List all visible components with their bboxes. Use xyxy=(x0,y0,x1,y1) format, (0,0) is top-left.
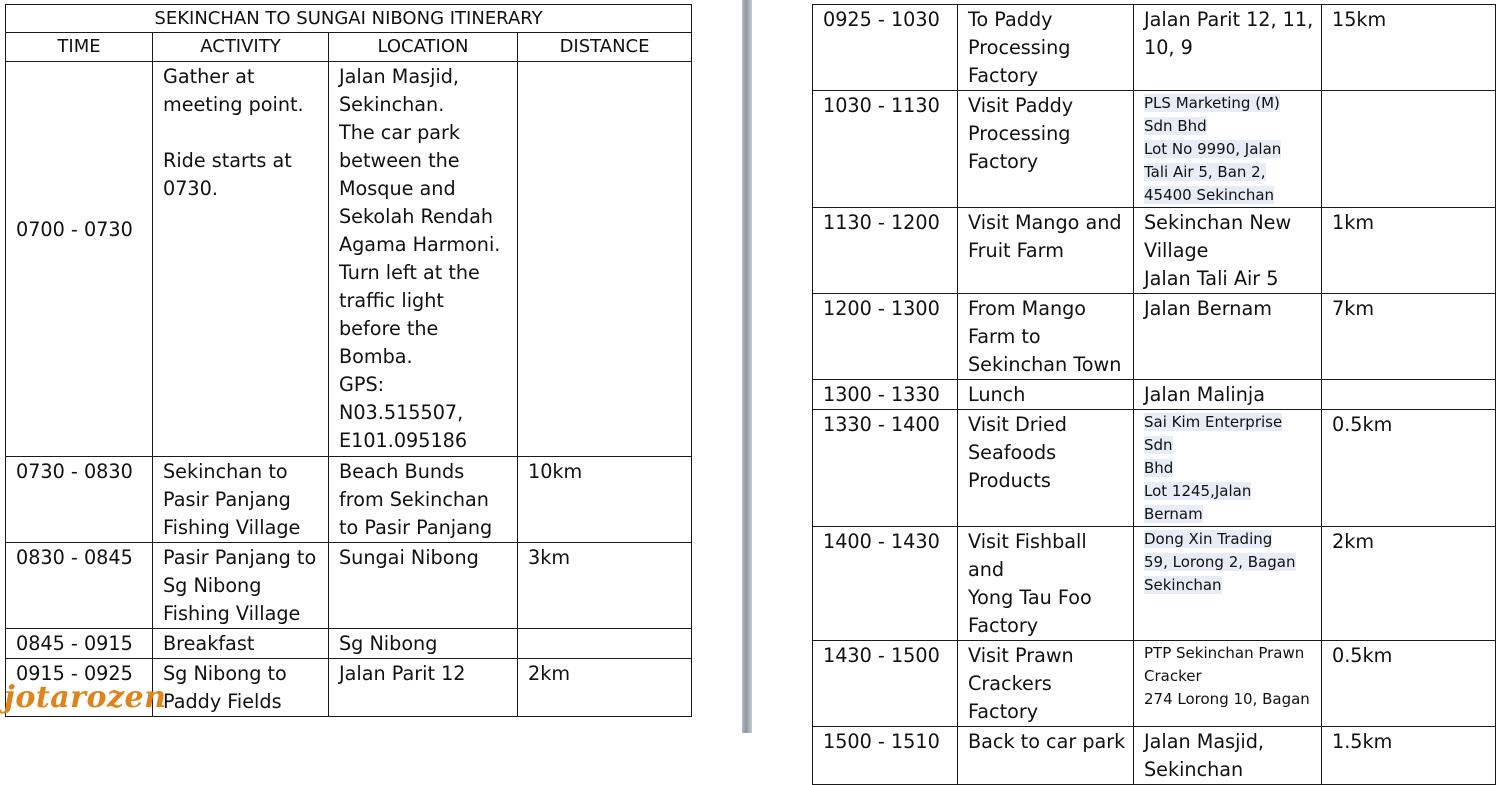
location-cell: Beach Bunds from Sekinchan to Pasir Panjang xyxy=(329,457,518,543)
activity-cell: Back to car park xyxy=(958,727,1134,785)
page-divider xyxy=(742,0,752,733)
activity-cell: Visit Mango and Fruit Farm xyxy=(958,208,1134,294)
distance-cell: 10km xyxy=(518,457,692,543)
table-row xyxy=(813,294,1496,380)
time-cell: 1500 - 1510 xyxy=(813,727,958,785)
location-cell xyxy=(1134,410,1322,527)
activity-cell: To Paddy Processing Factory xyxy=(958,5,1134,91)
location-cell: Sg Nibong xyxy=(329,629,518,659)
table-row xyxy=(813,410,1496,527)
activity-cell: Sg Nibong to Paddy Fields xyxy=(153,659,329,717)
table-row xyxy=(813,5,1496,91)
table-row xyxy=(813,727,1496,785)
time-cell: 0915 - 0925 xyxy=(6,659,153,717)
distance-cell: 7km xyxy=(1322,294,1496,380)
time-cell: 1130 - 1200 xyxy=(813,208,958,294)
time-cell: 1200 - 1300 xyxy=(813,294,958,380)
activity-cell: Visit Prawn Crackers Factory xyxy=(958,641,1134,727)
column-header-distance: DISTANCE xyxy=(518,33,692,62)
distance-cell: 2km xyxy=(518,659,692,717)
time-cell: 1430 - 1500 xyxy=(813,641,958,727)
distance-cell xyxy=(518,629,692,659)
location-cell: Jalan Masjid, Sekinchan. The car park between the Mosque and Sekolah Rendah Agama Harmoni. Turn left at the traffic light before the Bomba. GPS: N03.515507, E101.095186 xyxy=(329,62,518,457)
column-header-location: LOCATION xyxy=(329,33,518,62)
table-row xyxy=(6,629,692,659)
location-cell: Jalan Masjid, Sekinchan xyxy=(1134,727,1322,785)
location-cell: Jalan Parit 12 xyxy=(329,659,518,717)
time-cell: 0730 - 0830 xyxy=(6,457,153,543)
location-cell xyxy=(1134,527,1322,641)
itinerary-table-left xyxy=(5,4,692,717)
distance-cell: 15km xyxy=(1322,5,1496,91)
distance-cell: 0.5km xyxy=(1322,641,1496,727)
location-text: Sai Kim Enterprise Sdn Bhd Lot 1245,Jalan Bernam xyxy=(1144,413,1283,523)
table-row xyxy=(813,91,1496,208)
time-cell: 0925 - 1030 xyxy=(813,5,958,91)
activity-cell: Visit Dried Seafoods Products xyxy=(958,410,1134,527)
distance-cell: 1km xyxy=(1322,208,1496,294)
location-cell: Sekinchan New Village Jalan Tali Air 5 xyxy=(1134,208,1322,294)
location-text: PLS Marketing (M) Sdn Bhd Lot No 9990, Jalan Tali Air 5, Ban 2, 45400 Sekinchan xyxy=(1144,94,1282,204)
distance-cell xyxy=(1322,91,1496,208)
time-cell: 1300 - 1330 xyxy=(813,380,958,410)
distance-cell: 0.5km xyxy=(1322,410,1496,527)
watermark: jotarozen xyxy=(4,680,167,715)
activity-cell: Lunch xyxy=(958,380,1134,410)
location-cell: Sungai Nibong xyxy=(329,543,518,629)
column-header-time: TIME xyxy=(6,33,153,62)
itinerary-title: SEKINCHAN TO SUNGAI NIBONG ITINERARY xyxy=(6,5,692,33)
location-cell: Jalan Parit 12, 11, 10, 9 xyxy=(1134,5,1322,91)
activity-cell: Gather at meeting point. Ride starts at 0730. xyxy=(153,62,329,457)
time-cell: 0830 - 0845 xyxy=(6,543,153,629)
activity-cell: From Mango Farm to Sekinchan Town xyxy=(958,294,1134,380)
location-cell: Jalan Bernam xyxy=(1134,294,1322,380)
time-cell: 0700 - 0730 xyxy=(6,62,153,457)
distance-cell: 3km xyxy=(518,543,692,629)
table-row xyxy=(813,527,1496,641)
table-row xyxy=(813,380,1496,410)
location-cell xyxy=(1134,91,1322,208)
activity-cell: Visit Paddy Processing Factory xyxy=(958,91,1134,208)
location-text: Dong Xin Trading 59, Lorong 2, Bagan Sekinchan xyxy=(1144,530,1296,594)
activity-cell: Pasir Panjang to Sg Nibong Fishing Village xyxy=(153,543,329,629)
location-cell: Jalan Malinja xyxy=(1134,380,1322,410)
distance-cell xyxy=(518,62,692,457)
activity-cell: Breakfast xyxy=(153,629,329,659)
table-row xyxy=(6,62,692,457)
table-row xyxy=(6,543,692,629)
time-cell: 1400 - 1430 xyxy=(813,527,958,641)
time-cell: 0845 - 0915 xyxy=(6,629,153,659)
table-row xyxy=(813,208,1496,294)
distance-cell xyxy=(1322,380,1496,410)
distance-cell: 1.5km xyxy=(1322,727,1496,785)
table-row xyxy=(6,457,692,543)
activity-cell: Sekinchan to Pasir Panjang Fishing Village xyxy=(153,457,329,543)
table-row xyxy=(813,641,1496,727)
itinerary-table-right xyxy=(812,4,1496,785)
time-cell: 1330 - 1400 xyxy=(813,410,958,527)
location-cell: PTP Sekinchan Prawn Cracker 274 Lorong 10, Bagan xyxy=(1134,641,1322,727)
distance-cell: 2km xyxy=(1322,527,1496,641)
column-header-activity: ACTIVITY xyxy=(153,33,329,62)
activity-cell: Visit Fishball and Yong Tau Foo Factory xyxy=(958,527,1134,641)
time-cell: 1030 - 1130 xyxy=(813,91,958,208)
